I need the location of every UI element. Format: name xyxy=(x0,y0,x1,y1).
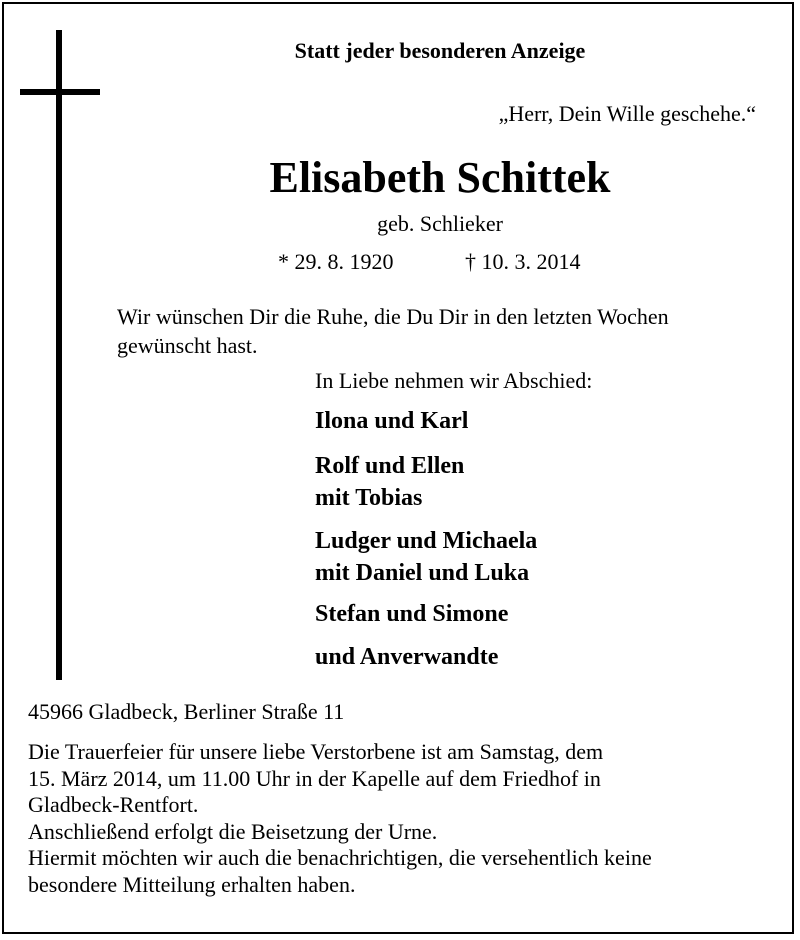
header-line: Statt jeder besonderen Anzeige xyxy=(294,38,586,63)
family-line: Rolf und Ellen xyxy=(315,453,465,479)
notice-line: Die Trauerfeier für unsere liebe Verstorbene ist am Samstag, dem xyxy=(28,739,604,764)
death-date: † 10. 3. 2014 xyxy=(465,249,581,274)
family-group xyxy=(315,641,498,673)
deceased-name: Elisabeth Schittek xyxy=(269,153,611,202)
wish-line: gewünscht hast. xyxy=(117,333,258,358)
notice-line: Gladbeck-Rentfort. xyxy=(28,792,199,817)
cross-horizontal-bar xyxy=(20,89,100,95)
family-line: Stefan und Simone xyxy=(315,601,509,627)
notice-line: Anschließend erfolgt die Beisetzung der Urne. xyxy=(28,818,438,844)
wish-text xyxy=(117,302,767,360)
notice-line: Hiermit möchten wir auch die benachrichtigen, die versehentlich keine xyxy=(28,845,652,870)
family-line: mit Tobias xyxy=(315,485,423,511)
wish-line: Wir wünschen Dir die Ruhe, die Du Dir in den letzten Wochen xyxy=(117,304,669,329)
family-group xyxy=(315,405,468,437)
farewell-line: In Liebe nehmen wir Abschied: xyxy=(315,368,593,393)
cross-vertical-bar xyxy=(56,30,62,680)
family-line: mit Daniel und Luka xyxy=(315,560,530,586)
funeral-notice xyxy=(28,739,778,898)
family-line: und Anverwandte xyxy=(315,644,499,670)
family-line: Ilona und Karl xyxy=(315,408,469,434)
family-group xyxy=(315,525,537,589)
birth-date: * 29. 8. 1920 xyxy=(278,249,394,274)
family-group xyxy=(315,450,464,514)
family-line: Ludger und Michaela xyxy=(315,528,538,554)
address: 45966 Gladbeck, Berliner Straße 11 xyxy=(28,699,345,724)
notice-line: besondere Mitteilung erhalten haben. xyxy=(28,871,356,897)
notice-line: 15. März 2014, um 11.00 Uhr in der Kapelle auf dem Friedhof in xyxy=(28,765,601,791)
maiden-name: geb. Schlieker xyxy=(377,211,503,236)
bible-quote: „Herr, Dein Wille geschehe.“ xyxy=(498,101,756,126)
family-group xyxy=(315,598,508,630)
